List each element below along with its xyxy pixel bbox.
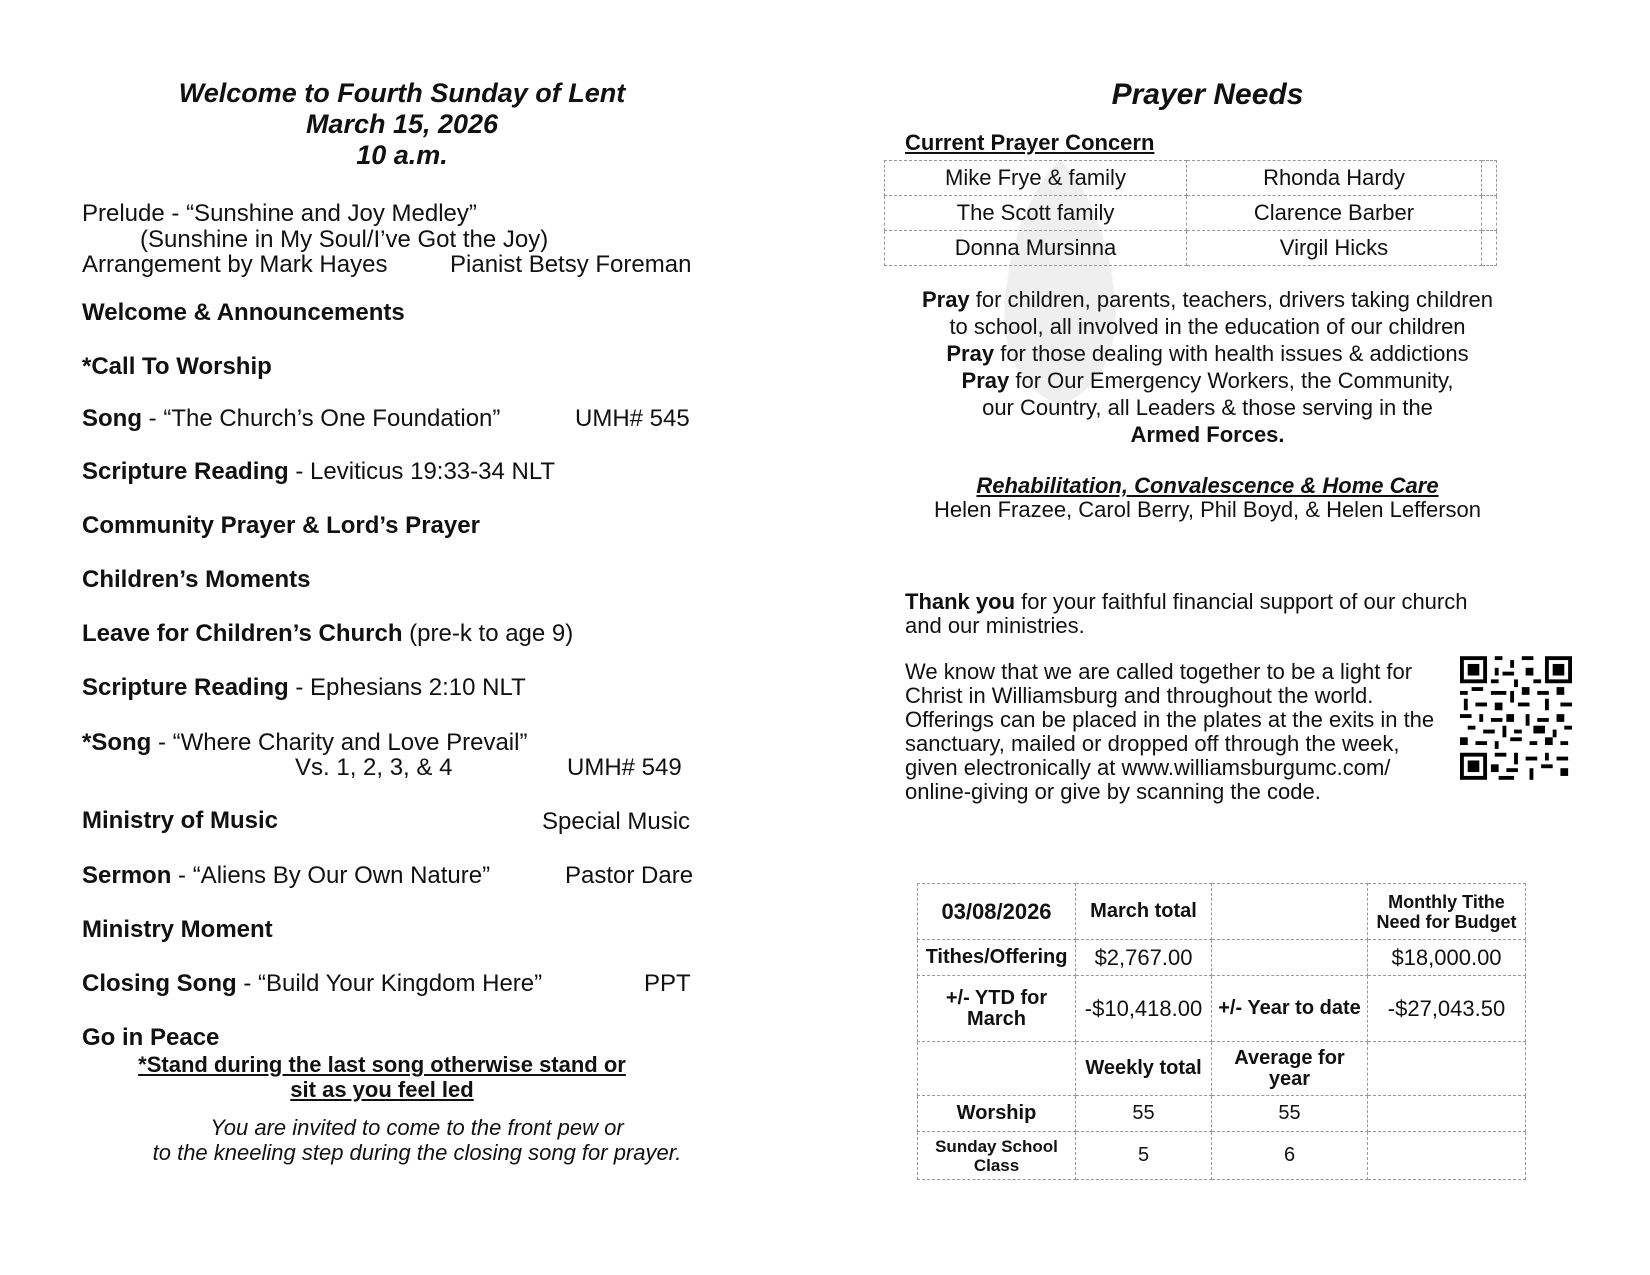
song-2-ref: UMH# 549	[567, 754, 682, 781]
tithes-need-value: $18,000.00	[1368, 940, 1526, 976]
thank-you-note: Thank you for your faithful financial support of our church and our ministries.	[905, 589, 1468, 638]
song-1-ref: UMH# 545	[575, 405, 690, 432]
worship-weekly: 55	[1076, 1096, 1212, 1132]
invite-line-2: to the kneeling step during the closing song for prayer.	[152, 1140, 682, 1165]
scripture-1-ref: - Leviticus 19:33-34 NLT	[288, 458, 556, 485]
prayer-name: Virgil Hicks	[1187, 231, 1482, 266]
table-row	[885, 231, 1497, 266]
march-total-header: March total	[1076, 884, 1212, 940]
song-1	[82, 405, 500, 433]
special-music: Special Music	[542, 808, 691, 835]
song-2	[82, 729, 527, 757]
stand-note-line-2: sit as you feel led	[290, 1077, 474, 1102]
prayer-concern-table	[884, 160, 1497, 266]
song-2-title: - “Where Charity and Love Prevail”	[151, 729, 528, 756]
community-prayer: Community Prayer & Lord’s Prayer	[82, 512, 480, 539]
stand-note	[112, 1052, 652, 1102]
scripture-2-ref: - Ephesians 2:10 NLT	[288, 674, 526, 701]
ytd-label: +/- Year to date	[1212, 976, 1368, 1042]
prelude-title: - “Sunshine and Joy Medley”	[164, 200, 477, 227]
sunday-school-label: Sunday School Class	[918, 1132, 1076, 1180]
prayer-name: The Scott family	[885, 196, 1187, 231]
invite-line-1: You are invited to come to the front pew or	[210, 1115, 624, 1140]
sermon-label: Sermon	[82, 862, 172, 889]
rehab-names: Helen Frazee, Carol Berry, Phil Boyd, & Helen Lefferson	[933, 497, 1481, 522]
scripture-reading-2	[82, 674, 526, 702]
song-1-label: Song	[82, 405, 142, 432]
song-2-label: *Song	[82, 729, 152, 756]
sermon-title: - “Aliens By Our Own Nature”	[171, 862, 491, 889]
prelude	[82, 200, 477, 228]
prelude-label: Prelude	[82, 200, 165, 227]
song-2-verses: Vs. 1, 2, 3, & 4	[295, 754, 453, 781]
worship-label: Worship	[918, 1096, 1076, 1132]
service-date: March 15, 2026	[305, 109, 499, 139]
service-title: Welcome to Fourth Sunday of Lent	[178, 78, 626, 108]
closing-song-title: - “Build Your Kingdom Here”	[236, 970, 543, 997]
weekly-total-header: Weekly total	[1076, 1042, 1212, 1096]
closing-song-label: Closing Song	[82, 970, 237, 997]
prayer-name: Mike Frye & family	[885, 161, 1187, 196]
sunday-school-weekly: 5	[1076, 1132, 1212, 1180]
finance-date: 03/08/2026	[918, 884, 1076, 940]
table-row	[885, 161, 1497, 196]
stand-note-line-1: *Stand during the last song otherwise stand or	[138, 1052, 626, 1077]
prayer-name: Rhonda Hardy	[1187, 161, 1482, 196]
worship-average: 55	[1212, 1096, 1368, 1132]
go-in-peace: Go in Peace	[82, 1024, 220, 1051]
childrens-moments: Children’s Moments	[82, 566, 311, 593]
closing-song	[82, 970, 542, 998]
closing-song-ref: PPT	[644, 970, 691, 997]
ministry-moment: Ministry Moment	[82, 916, 273, 943]
tithes-march-value: $2,767.00	[1076, 940, 1212, 976]
scripture-1-label: Scripture Reading	[82, 458, 289, 485]
monthly-tithe-header: Monthly Tithe Need for Budget	[1368, 884, 1526, 940]
table-row	[918, 940, 1526, 976]
sermon	[82, 862, 490, 890]
ytd-march-label: +/- YTD for March	[918, 976, 1076, 1042]
song-1-title: - “The Church’s One Foundation”	[142, 405, 501, 432]
giving-info: We know that we are called together to be a light for Christ in Williamsburg and throughout the world. Offerings can be placed in the plates at the exits in the sanctuary, mailed or dropped off through the week, given electronically at www.williamsburgumc.com/ online-giving or give by scanning the code.	[905, 659, 1435, 804]
table-row	[918, 884, 1526, 940]
qr-code-icon[interactable]	[1460, 656, 1572, 780]
sunday-school-average: 6	[1212, 1132, 1368, 1180]
prayer-intentions: Pray for children, parents, teachers, drivers taking children to school, all involved in the education of our children Pray for those dealing with health issues & addictions Pray for Our Emergency Workers, the Community, our Country, all Leaders & those serving in the Armed Forces.	[921, 287, 1494, 447]
table-row	[918, 1096, 1526, 1132]
table-row	[918, 976, 1526, 1042]
childrens-church	[82, 620, 573, 648]
prelude-subtitle: (Sunshine in My Soul/I’ve Got the Joy)	[140, 226, 549, 253]
service-header	[82, 78, 722, 171]
order-of-worship	[82, 78, 742, 1165]
sermon-pastor: Pastor Dare	[565, 862, 694, 889]
prelude-pianist: Pianist Betsy Foreman	[450, 251, 692, 278]
call-to-worship: *Call To Worship	[82, 353, 272, 380]
table-row	[918, 1132, 1526, 1180]
rehab-heading: Rehabilitation, Convalescence & Home Care	[976, 473, 1439, 498]
prayer-name: Clarence Barber	[1187, 196, 1482, 231]
prayer-name: Donna Mursinna	[885, 231, 1187, 266]
welcome-announcements: Welcome & Announcements	[82, 299, 405, 326]
prayer-needs-title: Prayer Needs	[1111, 78, 1304, 111]
ytd-march-value: -$10,418.00	[1076, 976, 1212, 1042]
scripture-2-label: Scripture Reading	[82, 674, 289, 701]
finance-table	[917, 883, 1526, 1180]
prelude-arrangement: Arrangement by Mark Hayes	[82, 251, 388, 278]
scripture-reading-1	[82, 458, 555, 486]
tithes-label: Tithes/Offering	[918, 940, 1076, 976]
table-row	[885, 196, 1497, 231]
prayer-invitation	[112, 1115, 722, 1165]
service-time: 10 a.m.	[356, 140, 448, 170]
ministry-of-music: Ministry of Music	[82, 807, 279, 834]
ytd-value: -$27,043.50	[1368, 976, 1526, 1042]
childrens-church-note: (pre-k to age 9)	[402, 620, 574, 647]
average-year-header: Average for year	[1212, 1042, 1368, 1096]
childrens-church-label: Leave for Children’s Church	[82, 620, 403, 647]
current-prayer-concern-heading: Current Prayer Concern	[905, 130, 1155, 155]
table-row	[918, 1042, 1526, 1096]
